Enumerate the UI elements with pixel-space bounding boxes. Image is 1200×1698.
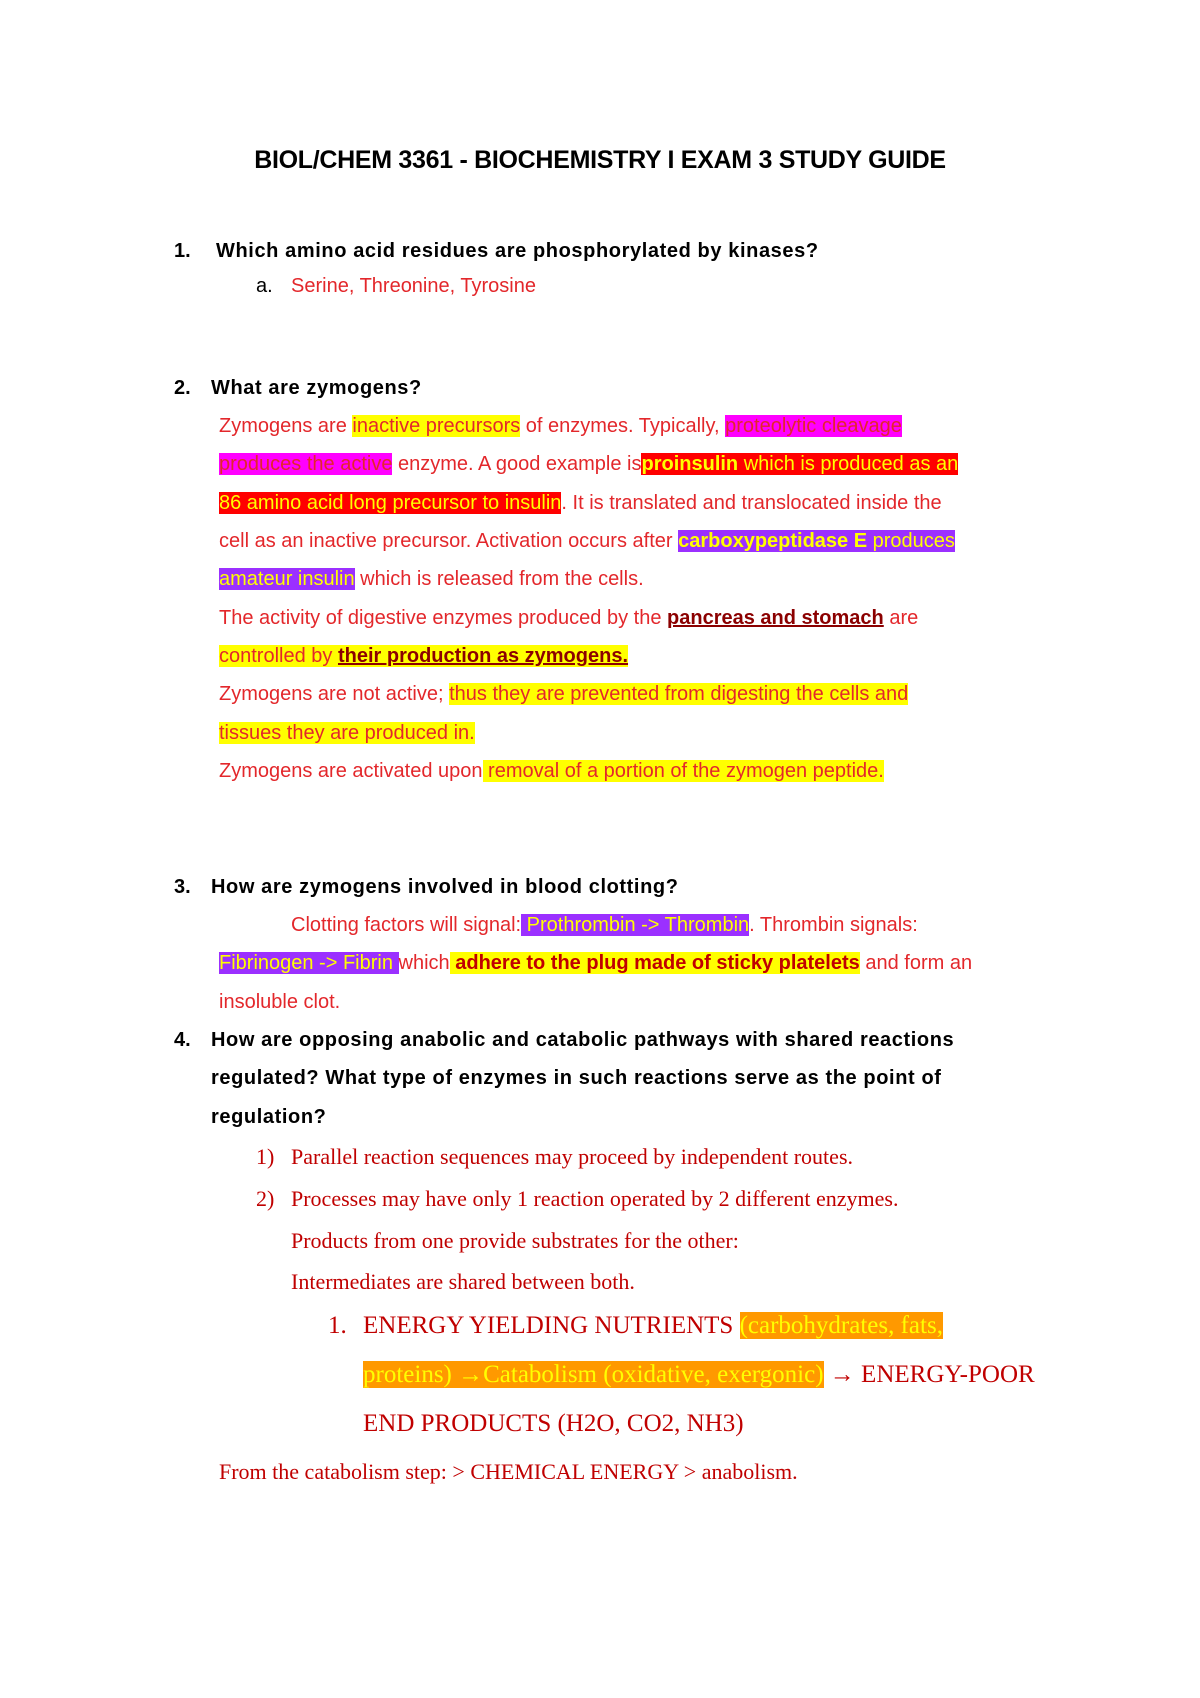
answer-2-line-9	[219, 718, 475, 748]
question-2-text: What are zymogens?	[211, 377, 422, 399]
text-segment: Clotting factors will signal:	[291, 914, 522, 936]
answer-4-item-2-line-3: Intermediates are shared between both.	[291, 1269, 635, 1294]
answer-2-line-10	[219, 756, 884, 786]
answer-2-line-2	[219, 449, 958, 479]
answer-2-line-3	[219, 488, 942, 518]
text-segment: Zymogens are	[219, 415, 353, 437]
answer-4-final-line: From the catabolism step: > CHEMICAL ENERGY > anabolism.	[219, 1459, 798, 1484]
answer-4-item-2-line-2: Products from one provide substrates for the other:	[291, 1228, 739, 1253]
text-segment: The activity of digestive enzymes produced by the	[219, 607, 668, 629]
highlight-red-bold: proinsulin	[641, 453, 739, 475]
text-segment: ENERGY YIELDING NUTRIENTS	[363, 1312, 740, 1339]
answer-4-sub-1-line-3: END PRODUCTS (H2O, CO2, NH3)	[363, 1410, 744, 1437]
answer-3-line-2	[219, 948, 972, 978]
answer-2-line-4	[219, 526, 955, 556]
highlight-orange: proteins) →Catabolism (oxidative, exergonic)	[363, 1361, 824, 1388]
text-segment: which is released from the cells.	[354, 568, 644, 590]
question-3-number: 3.	[174, 876, 191, 898]
answer-4-sub-1-label: 1.	[328, 1312, 347, 1339]
answer-3-line-3: insoluble clot.	[219, 991, 341, 1013]
highlight-purple: Prothrombin -> Thrombin	[521, 914, 750, 936]
highlight-yellow: inactive precursors	[352, 415, 521, 437]
highlight-purple-bold: carboxypeptidase E	[678, 530, 868, 552]
answer-1a-label: a.	[256, 275, 273, 297]
answer-1a-text: Serine, Threonine, Tyrosine	[291, 275, 536, 297]
answer-4-item-1-text: Parallel reaction sequences may proceed by independent routes.	[291, 1144, 853, 1169]
highlight-magenta: produces the active	[219, 453, 393, 475]
answer-2-line-7	[219, 641, 628, 671]
highlight-red: which is produced as an	[738, 453, 959, 475]
question-4-text-line-3: regulation?	[211, 1106, 327, 1128]
highlight-magenta: proteolytic cleavage	[725, 415, 902, 437]
text-segment: → ENERGY-POOR	[823, 1361, 1035, 1388]
highlight-purple: amateur insulin	[219, 568, 355, 590]
question-1-number: 1.	[174, 240, 191, 262]
underlined-bold-text: pancreas and stomach	[667, 607, 884, 629]
text-segment: . Thrombin signals:	[749, 914, 918, 936]
question-4-text-line-2: regulated? What type of enzymes in such reactions serve as the point of	[211, 1067, 942, 1089]
text-segment: enzyme. A good example is	[392, 453, 642, 475]
text-segment: Zymogens are activated upon	[219, 760, 483, 782]
highlight-yellow-bold-underlined: their production as zymogens.	[337, 645, 629, 667]
answer-3-line-1	[291, 910, 918, 940]
answer-2-line-6	[219, 603, 918, 633]
answer-4-item-2-text: Processes may have only 1 reaction operated by 2 different enzymes.	[291, 1186, 899, 1211]
text-segment: of enzymes. Typically,	[520, 415, 726, 437]
answer-2-line-5	[219, 564, 644, 594]
answer-4-item-2-label: 2)	[256, 1186, 275, 1211]
highlight-yellow: thus they are prevented from digesting the cells and	[449, 683, 909, 705]
text-segment: cell as an inactive precursor. Activation occurs after	[219, 530, 679, 552]
highlight-yellow-bold: adhere to the plug made of sticky platelets	[449, 952, 860, 974]
question-3-text: How are zymogens involved in blood clotting?	[211, 876, 679, 898]
answer-2-line-1	[219, 411, 902, 441]
answer-4-item-1-label: 1)	[256, 1144, 275, 1169]
highlight-red: 86 amino acid long precursor to insulin	[219, 492, 562, 514]
answer-4-sub-1-line-1	[363, 1308, 943, 1344]
highlight-purple: produces	[867, 530, 955, 552]
page-title: BIOL/CHEM 3361 - BIOCHEMISTRY I EXAM 3 STUDY GUIDE	[254, 146, 946, 174]
answer-2-line-8	[219, 679, 908, 709]
highlight-purple: Fibrinogen -> Fibrin	[219, 952, 399, 974]
text-segment: and form an	[859, 952, 973, 974]
text-segment: Zymogens are not active;	[219, 683, 450, 705]
text-segment: which	[398, 952, 450, 974]
answer-4-sub-1-line-2	[363, 1357, 1035, 1393]
highlight-yellow: removal of a portion of the zymogen peptide.	[482, 760, 884, 782]
highlight-yellow: controlled by	[219, 645, 338, 667]
text-segment: are	[883, 607, 919, 629]
highlight-yellow: tissues they are produced in.	[219, 722, 475, 744]
question-1-text: Which amino acid residues are phosphorylated by kinases?	[216, 240, 819, 262]
text-segment: . It is translated and translocated inside the	[561, 492, 942, 514]
question-2-number: 2.	[174, 377, 191, 399]
question-4-text-line-1: How are opposing anabolic and catabolic pathways with shared reactions	[211, 1029, 955, 1051]
question-4-number: 4.	[174, 1029, 191, 1051]
highlight-orange: (carbohydrates, fats,	[739, 1312, 943, 1339]
